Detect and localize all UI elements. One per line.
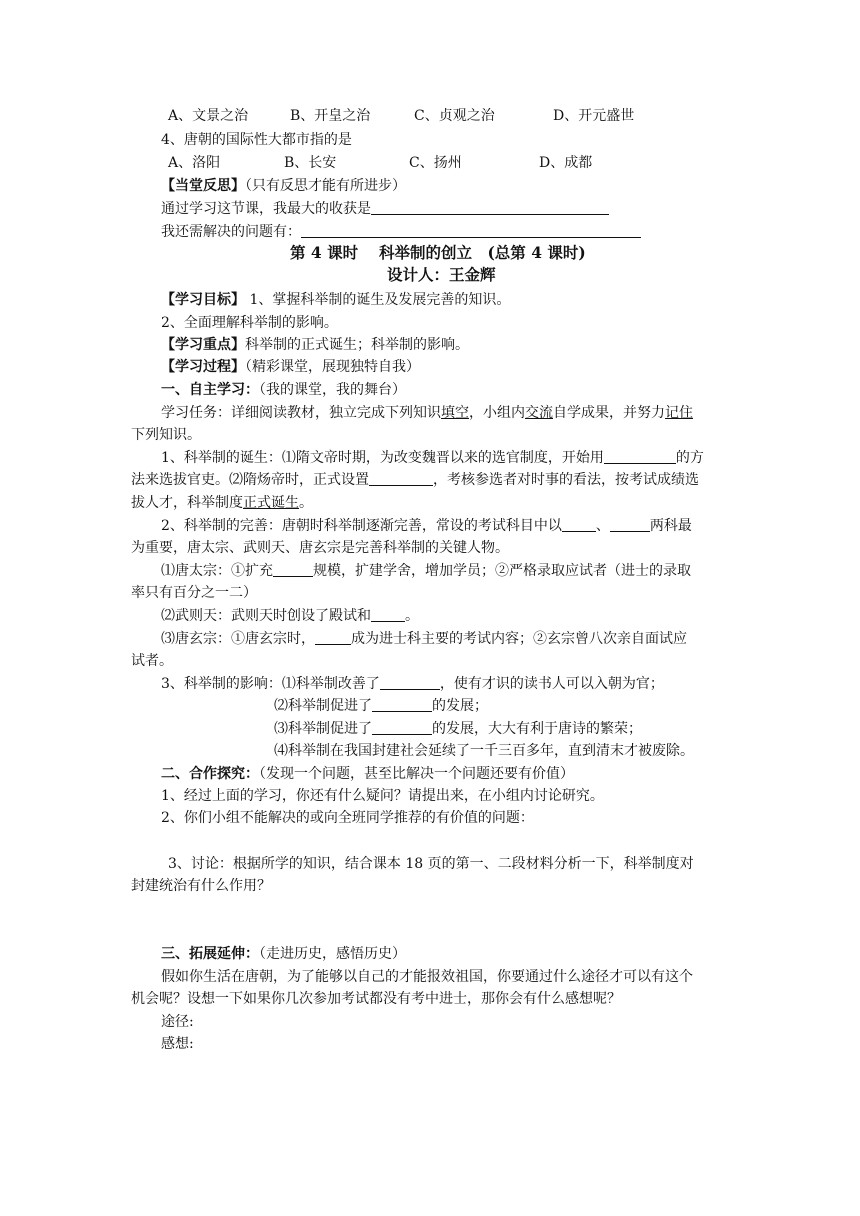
reflection-gain — [161, 199, 609, 219]
reflection-note: （只有反思才能有所进步） — [245, 178, 406, 194]
perfect-blank-1[interactable] — [562, 516, 596, 532]
influence-line-4: ⑷科举制在我国封建社会延续了一千三百多年，直到清末才被废除。 — [274, 743, 694, 759]
influence-blank-3[interactable] — [372, 719, 432, 735]
q4-option-d: D、成都 — [539, 155, 593, 171]
wuzetian-blank[interactable] — [371, 606, 405, 622]
birth-blank-1[interactable] — [604, 448, 676, 464]
process-text: （精彩课堂，展现独特自我） — [245, 359, 420, 375]
process-heading: 【学习过程】 — [161, 359, 245, 375]
birth-line-2 — [131, 470, 699, 490]
q4-options — [168, 153, 592, 173]
extend-feel: 感想: — [161, 1036, 194, 1052]
q4-option-a: A、洛阳 — [168, 155, 221, 171]
gain-blank[interactable] — [371, 199, 609, 215]
perfect-line-1 — [161, 516, 692, 536]
taizong-text-1: ⑴唐太宗：①扩充 — [161, 563, 273, 579]
goals-line — [161, 290, 510, 310]
influence-text-5: ⑶科举制促进了 — [274, 721, 372, 737]
influence-text-3: ⑵科举制促进了 — [274, 698, 372, 714]
q4-option-b: B、长安 — [284, 155, 337, 171]
task-underline-remember: 记住 — [665, 405, 693, 421]
coop-q1: 1、经过上面的学习，你还有什么疑问？请提出来，在小组内讨论研究。 — [161, 788, 604, 804]
lesson-title: 第 4 课时 科举制的创立 (总第 4 课时) — [290, 243, 586, 262]
q3-option-a: A、文景之治 — [168, 108, 249, 124]
influence-line-3 — [274, 719, 642, 739]
task-underline-exchange: 交流 — [525, 405, 553, 421]
taizong-blank[interactable] — [273, 561, 313, 577]
goals-item-1: 1、掌握科举制的诞生及发展完善的知识。 — [245, 292, 511, 308]
coop-note: （发现一个问题，甚至比解决一个问题还要有价值） — [259, 766, 574, 782]
birth-text-3: 法来选拔官吏。⑵隋炀帝时，正式设置 — [131, 472, 369, 488]
coop-q2: 2、你们小组不能解决的或向全班同学推荐的有价值的问题： — [161, 810, 534, 826]
task-line — [161, 403, 693, 423]
perfect-text-2: 、 — [595, 518, 610, 534]
extend-text-2: 机会呢？设想一下如果你几次参加考试都没有考中进士，那你会有什么感想呢？ — [131, 991, 621, 1007]
process-line — [161, 357, 420, 377]
extend-path: 途径: — [161, 1014, 194, 1030]
birth-blank-2[interactable] — [369, 470, 433, 486]
coop-heading: 二、合作探究： — [161, 766, 259, 782]
q3-option-b: B、开皇之治 — [290, 108, 371, 124]
reflection-gain-label: 通过学习这节课，我最大的收获是 — [161, 201, 371, 217]
q3-option-c: C、贞观之治 — [414, 108, 495, 124]
q4-question: 4、唐朝的国际性大都市指的是 — [161, 132, 352, 148]
wuzetian-text-2: 。 — [405, 608, 419, 624]
influence-blank-1[interactable] — [380, 674, 440, 690]
influence-text-6: 的发展，大大有利于唐诗的繁荣； — [432, 721, 642, 737]
birth-text-1: 1、科举制的诞生：⑴隋文帝时期，为改变魏晋以来的选官制度，开始用 — [161, 450, 604, 466]
lesson-designer: 设计人：王金辉 — [387, 265, 496, 284]
influence-line-1 — [161, 674, 664, 694]
influence-text-4: 的发展； — [432, 698, 488, 714]
focus-text: 科举制的正式诞生；科举制的影响。 — [245, 337, 469, 353]
q3-options — [168, 106, 634, 126]
extend-heading: 三、拓展延伸： — [161, 946, 259, 962]
taizong-line-1 — [161, 561, 691, 581]
xuanzong-blank[interactable] — [315, 629, 351, 645]
self-study-line — [161, 380, 406, 400]
extend-line — [161, 944, 406, 964]
wuzetian-line — [161, 606, 419, 626]
birth-text-4: ，考核参选者对时事的看法，按考试成绩选 — [433, 472, 699, 488]
task-text-1: 学习任务：详细阅读教材，独立完成下列知识 — [161, 405, 441, 421]
task-underline-fill: 填空 — [441, 405, 469, 421]
focus-heading: 【学习重点】 — [161, 337, 245, 353]
wuzetian-text-1: ⑵武则天：武则天时创设了殿试和 — [161, 608, 371, 624]
taizong-text-2: 规模，扩建学舍，增加学员；②严格录取应试者（进士的录取 — [313, 563, 691, 579]
influence-text-2: ，使有才识的读书人可以入朝为官； — [439, 676, 664, 692]
xuanzong-text-2: 成为进士科主要的考试内容；②玄宗曾八次亲自面试应 — [351, 631, 687, 647]
goals-heading: 【学习目标】 — [161, 292, 245, 308]
coop-line — [161, 764, 574, 784]
q3-option-d: D、开元盛世 — [553, 108, 635, 124]
reflection-heading: 【当堂反思】 — [161, 178, 245, 194]
influence-text-1: 3、科举制的影响：⑴科举制改善了 — [161, 676, 380, 692]
coop-q3-line-2: 封建统治有什么作用？ — [131, 878, 271, 894]
perfect-line-2: 为重要，唐太宗、武则天、唐玄宗是完善科举制的关键人物。 — [131, 540, 509, 556]
task-line-2: 下列知识。 — [131, 427, 201, 443]
reflection-problem-label: 我还需解决的问题有： — [161, 224, 301, 240]
reflection-problem — [161, 222, 641, 242]
xuanzong-text-1: ⑶唐玄宗：①唐玄宗时， — [161, 631, 315, 647]
focus-line — [161, 335, 469, 355]
extend-text-1: 假如你生活在唐朝，为了能够以自己的才能报效祖国，你要通过什么途径才可以有这个 — [161, 969, 693, 985]
xuanzong-line-2: 试者。 — [131, 653, 173, 669]
task-text-3: 自学成果，并努力 — [553, 405, 665, 421]
self-study-note: （我的课堂，我的舞台） — [259, 382, 406, 398]
xuanzong-line-1 — [161, 629, 687, 649]
perfect-text-3: 两科最 — [649, 518, 692, 534]
influence-line-2 — [274, 696, 488, 716]
extend-note: （走进历史，感悟历史） — [259, 946, 406, 962]
birth-text-5: 拔人才，科举制度 — [131, 495, 243, 511]
birth-text-6: 。 — [299, 495, 313, 511]
reflection-line — [161, 176, 406, 196]
birth-line-1 — [161, 448, 704, 468]
birth-underline: 正式诞生 — [243, 495, 299, 511]
perfect-text-1: 2、科举制的完善：唐朝时科举制逐渐完善，常设的考试科目中以 — [161, 518, 562, 534]
problem-blank[interactable] — [301, 222, 641, 238]
birth-line-3 — [131, 493, 313, 513]
influence-blank-2[interactable] — [372, 696, 432, 712]
perfect-blank-2[interactable] — [610, 516, 650, 532]
coop-q3-line-1: 3、讨论：根据所学的知识，结合课本 18 页的第一、二段材料分析一下，科举制度对 — [168, 856, 694, 872]
goals-item-2: 2、全面理解科举制的影响。 — [161, 315, 338, 331]
taizong-line-2: 率只有百分之一二） — [131, 585, 257, 601]
birth-text-2: 的方 — [675, 450, 704, 466]
task-text-2: ，小组内 — [469, 405, 525, 421]
q4-option-c: C、扬州 — [409, 155, 462, 171]
self-study-heading: 一、自主学习： — [161, 382, 259, 398]
